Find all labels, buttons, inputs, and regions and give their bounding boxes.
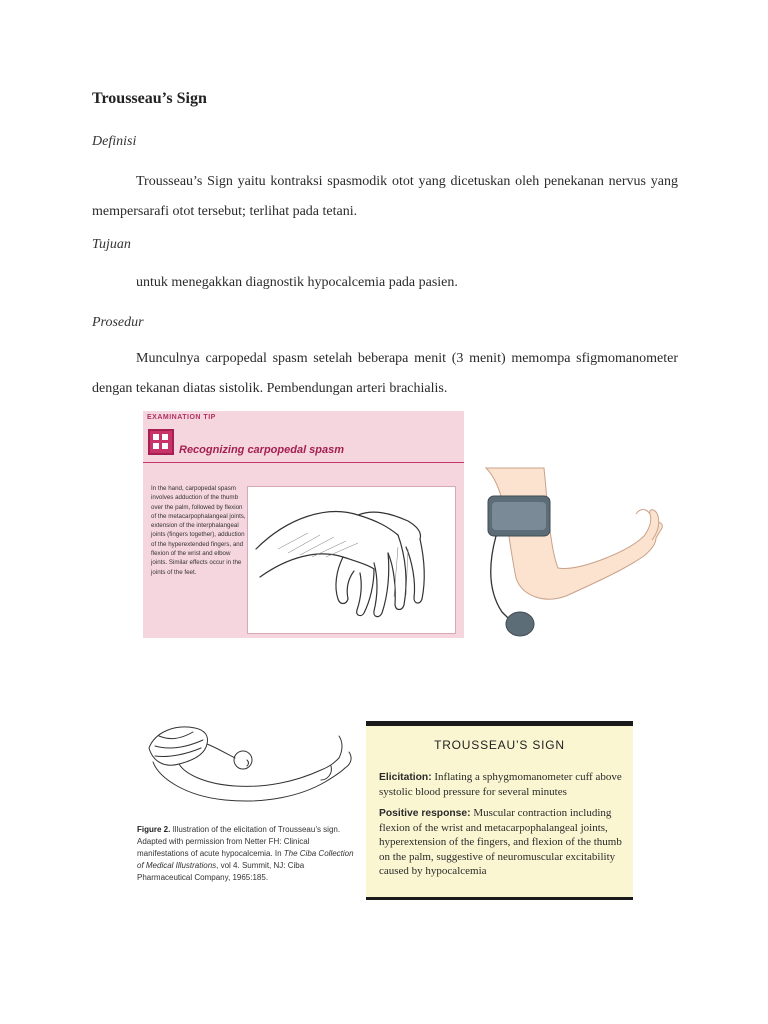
exam-tip-text: In the hand, carpopedal spasm involves adduction of the thumb over the palm, followed by flexion of the metacarpophalangeal joints, extension of the interphalangeal joints (fingers together), adduction of the hyperextended fingers, and flexion of the wrist and elbow joints. Similar effects occur in the joints of the feet. (151, 485, 246, 576)
carpopedal-spasm-hand-illustration (247, 486, 456, 634)
figure2-caption-italic: The Ciba Collection of Medical Illustrations (137, 849, 354, 870)
prosedur-heading: Prosedur (92, 315, 144, 330)
elicitation-text: Inflating a sphygmomanometer cuff above systolic blood pressure for several minutes (379, 771, 622, 799)
reference-box-title: TROUSSEAU’S SIGN (434, 738, 565, 752)
definisi-heading: Definisi (92, 134, 137, 149)
tujuan-heading: Tujuan (92, 237, 131, 252)
prosedur-text: Munculnya carpopedal spasm setelah beberapa menit (3 menit) memompa sfigmomanometer dengan tekanan diatas sistolik. Pembendungan arteri brachialis. (92, 351, 678, 396)
elicitation-label: Elicitation: (379, 772, 432, 783)
page-title: Trousseau’s Sign (92, 90, 207, 107)
exam-tip-panel (143, 411, 464, 638)
positive-response-label: Positive response: (379, 808, 471, 819)
exam-tip-divider (143, 462, 464, 463)
figure2-caption-a: Illustration of the elicitation of Trousseau’s sign. Adapted with permission from Netter FH: Clinical manifestations of acute hypocalcemia. In (137, 825, 341, 858)
figure2-arm-illustration (145, 718, 355, 818)
positive-response-paragraph (379, 806, 625, 878)
definisi-text: Trousseau’s Sign yaitu kontraksi spasmodik otot yang dicetuskan oleh penekanan nervus yang mempersarafi otot tersebut; terlihat pada tetani. (92, 174, 678, 219)
figure2-caption-b: , vol 4. Summit, NJ: Ciba Pharmaceutical Company, 1965:185. (137, 861, 305, 882)
tip-grid-icon (148, 429, 174, 455)
arm-with-cuff-illustration (466, 428, 684, 640)
elicitation-paragraph (379, 770, 625, 799)
trousseau-reference-box (366, 721, 633, 900)
figure2-caption (137, 824, 359, 884)
tujuan-text: untuk menegakkan diagnostik hypocalcemia pada pasien. (136, 275, 458, 290)
exam-tip-title: Recognizing carpopedal spasm (179, 444, 345, 456)
figure2-label: Figure 2. (137, 825, 171, 834)
positive-response-text: Muscular contraction including flexion of the wrist and metacarpophalangeal joints, hyperextension of the fingers, and flexion of the thumb on the palm, suggestive of neuromuscular excitability caused by hypocalcemia (379, 807, 622, 877)
exam-tip-header: EXAMINATION TIP (147, 414, 216, 421)
